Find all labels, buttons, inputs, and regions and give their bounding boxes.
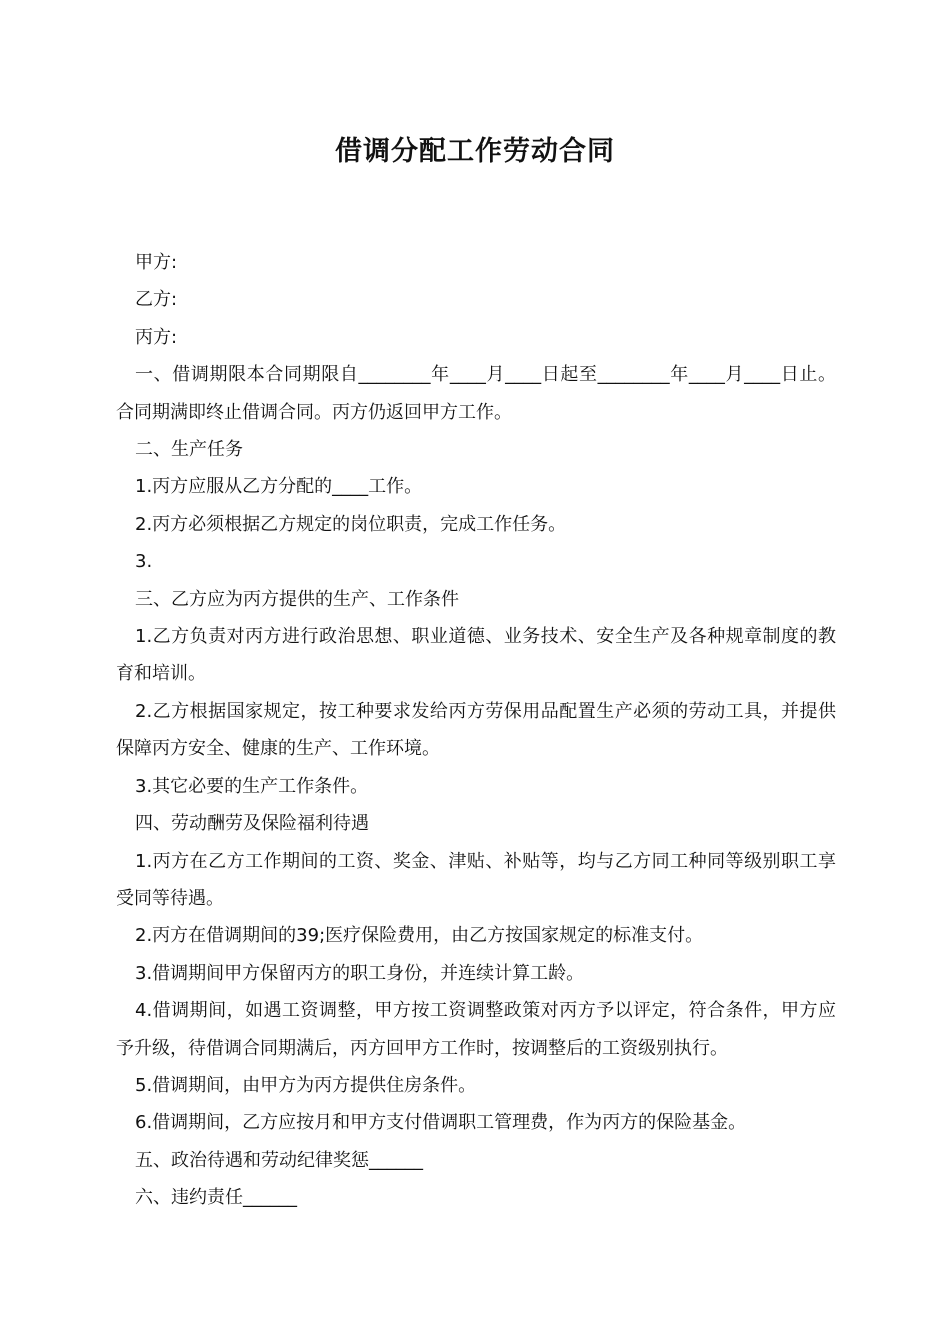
section-3-item-3: 3.其它必要的生产工作条件。 — [135, 775, 369, 797]
document-body — [116, 244, 836, 1217]
section-2-item-2: 2.丙方必须根据乙方规定的岗位职责，完成工作任务。 — [135, 513, 567, 535]
section-3-item-2: 2.乙方根据国家规定，按工种要求发给丙方劳保用品配置生产必须的劳动工具，并提供保障丙方安全、健康的生产、工作环境。 — [116, 700, 836, 760]
section-2-item-3: 3. — [135, 551, 153, 573]
section-4-item-5: 5.借调期间，由甲方为丙方提供住房条件。 — [135, 1074, 477, 1096]
party-c-line: 丙方: — [135, 326, 178, 348]
section-2-item-1: 1.丙方应服从乙方分配的____工作。 — [135, 476, 423, 498]
section-4-item-1: 1.丙方在乙方工作期间的工资、奖金、津贴、补贴等，均与乙方同工种同等级别职工享受同等待遇。 — [116, 850, 836, 909]
party-b-line: 乙方: — [135, 289, 178, 311]
document-title: 借调分配工作劳动合同 — [335, 136, 615, 167]
section-5-heading: 五、政治待遇和劳动纪律奖惩______ — [135, 1149, 423, 1171]
party-a-line: 甲方: — [135, 252, 178, 273]
section-2-heading: 二、生产任务 — [135, 439, 243, 461]
section-4-heading: 四、劳动酬劳及保险福利待遇 — [135, 813, 369, 835]
section-4-item-6: 6.借调期间，乙方应按月和甲方支付借调职工管理费，作为丙方的保险基金。 — [135, 1112, 747, 1134]
section-4-item-3: 3.借调期间甲方保留丙方的职工身份，并连续计算工龄。 — [135, 962, 585, 984]
section-3-item-1: 1.乙方负责对丙方进行政治思想、职业道德、业务技术、安全生产及各种规章制度的教育和培训。 — [116, 626, 836, 685]
section-3-heading: 三、乙方应为丙方提供的生产、工作条件 — [135, 588, 459, 610]
section-1-term: 一、借调期限本合同期限自________年____月____日起至________年____月____日止。合同期满即终止借调合同。丙方仍返回甲方工作。 — [116, 364, 836, 423]
section-4-item-4: 4.借调期间，如遇工资调整，甲方按工资调整政策对丙方予以评定，符合条件，甲方应予升级，待借调合同期满后，丙方回甲方工作时，按调整后的工资级别执行。 — [116, 1000, 836, 1059]
section-4-item-2: 2.丙方在借调期间的39;医疗保险费用，由乙方按国家规定的标准支付。 — [135, 925, 704, 947]
section-6-heading: 六、违约责任______ — [135, 1187, 297, 1209]
